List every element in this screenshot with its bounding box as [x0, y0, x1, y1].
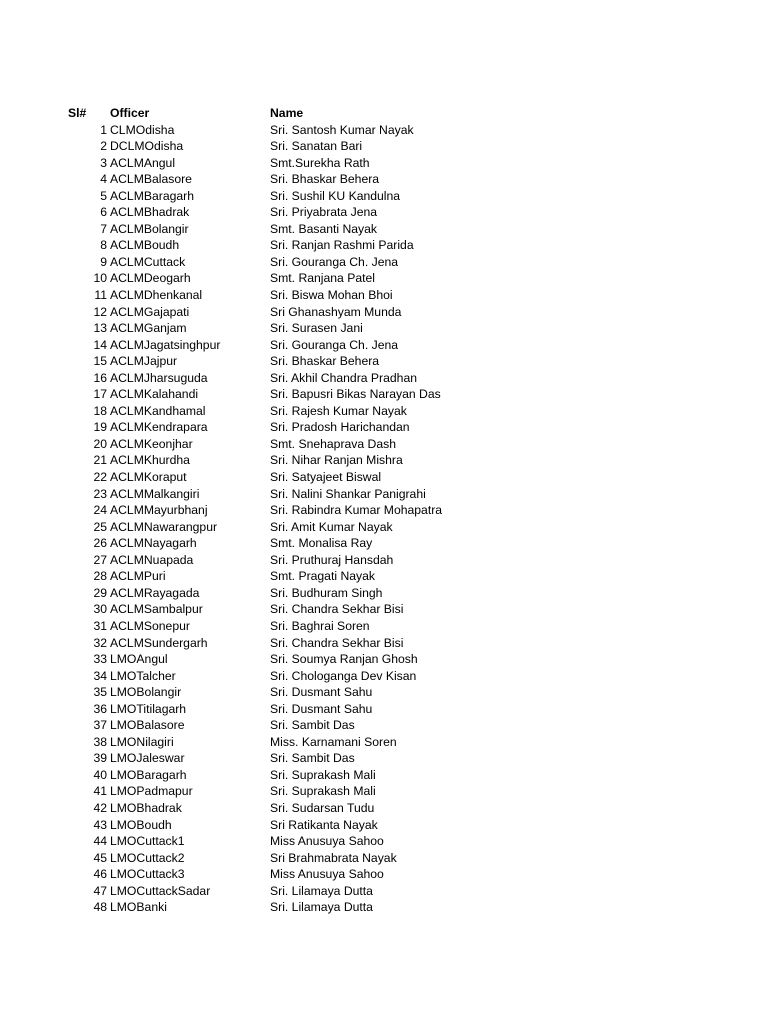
officer-cell: LMOCuttack3: [110, 867, 185, 882]
name-cell: Sri. Nihar Ranjan Mishra: [270, 453, 403, 468]
table-row: [0, 717, 768, 734]
table-row: [0, 452, 768, 469]
sl-cell: 31: [93, 618, 107, 633]
sl-cell: 12: [93, 304, 107, 319]
name-cell: Sri. Bapusri Bikas Narayan Das: [270, 387, 441, 402]
name-cell: Sri. Santosh Kumar Nayak: [270, 122, 414, 137]
name-cell: Sri. Rabindra Kumar Mohapatra: [270, 503, 443, 518]
officer-cell: ACLMMayurbhanj: [110, 503, 208, 518]
table-row: [0, 883, 768, 900]
officer-cell: LMOCuttack1: [110, 834, 185, 849]
officer-cell: ACLMCuttack: [110, 254, 186, 269]
sl-cell: 28: [93, 569, 107, 584]
officer-cell: LMOBhadrak: [110, 800, 182, 815]
officer-cell: ACLMRayagada: [110, 585, 200, 600]
table-row: [0, 519, 768, 536]
sl-cell: 43: [93, 817, 107, 832]
sl-cell: 38: [93, 734, 107, 749]
table-row: [0, 767, 768, 784]
table-row: [0, 171, 768, 188]
table-row: [0, 270, 768, 287]
officer-cell: LMOJaleswar: [110, 751, 185, 766]
officer-cell: ACLMSundergarh: [110, 635, 208, 650]
sl-cell: 9: [100, 254, 107, 269]
name-cell: Sri. Suprakash Mali: [270, 784, 376, 799]
table-row: [0, 502, 768, 519]
table-row: [0, 188, 768, 205]
name-cell: Sri. Budhuram Singh: [270, 585, 383, 600]
name-cell: Sri. Suprakash Mali: [270, 767, 376, 782]
sl-cell: 24: [93, 503, 107, 518]
table-row: [0, 568, 768, 585]
sl-cell: 19: [93, 420, 107, 435]
officer-cell: LMOAngul: [110, 652, 168, 667]
officer-cell: ACLMBoudh: [110, 238, 180, 253]
sl-cell: 2: [100, 139, 107, 154]
sl-cell: 14: [93, 337, 107, 352]
sl-cell: 37: [93, 718, 107, 733]
name-cell: Sri. Chandra Sekhar Bisi: [270, 602, 404, 617]
name-cell: Sri. Priyabrata Jena: [270, 205, 378, 220]
table-row: [0, 204, 768, 221]
sl-cell: 32: [93, 635, 107, 650]
name-cell: Sri. Sambit Das: [270, 718, 355, 733]
name-cell: Sri. Dusmant Sahu: [270, 685, 373, 700]
name-cell: Miss Anusuya Sahoo: [270, 834, 384, 849]
table-row: [0, 684, 768, 701]
name-cell: Sri Ratikanta Nayak: [270, 817, 378, 832]
name-cell: Smt. Basanti Nayak: [270, 221, 378, 236]
table-row: [0, 635, 768, 652]
name-cell: Sri. Lilamaya Dutta: [270, 900, 373, 915]
sl-cell: 40: [93, 767, 107, 782]
officer-cell: ACLMGanjam: [110, 321, 187, 336]
name-cell: Sri. Rajesh Kumar Nayak: [270, 403, 407, 418]
table-row: [0, 734, 768, 751]
table-row: [0, 899, 768, 916]
officer-cell: ACLMAngul: [110, 155, 176, 170]
table-row: [0, 585, 768, 602]
officer-cell: LMOBaragarh: [110, 767, 187, 782]
sl-cell: 3: [100, 155, 107, 170]
sl-cell: 34: [93, 668, 107, 683]
name-cell: Sri. Sudarsan Tudu: [270, 800, 375, 815]
table-row: [0, 386, 768, 403]
sl-cell: 47: [93, 883, 107, 898]
officer-cell: ACLMKhurdha: [110, 453, 190, 468]
name-cell: Sri. Ranjan Rashmi Parida: [270, 238, 414, 253]
name-cell: Sri. Sushil KU Kandulna: [270, 188, 401, 203]
table-row: [0, 370, 768, 387]
table-row: [0, 552, 768, 569]
name-cell: Miss Anusuya Sahoo: [270, 867, 384, 882]
name-cell: Sri. Sambit Das: [270, 751, 355, 766]
table-row: [0, 155, 768, 172]
sl-cell: 11: [94, 288, 107, 303]
officer-cell: CLMOdisha: [110, 122, 175, 137]
table-row: [0, 800, 768, 817]
officer-cell: LMONilagiri: [110, 734, 174, 749]
officer-cell: ACLMBhadrak: [110, 205, 190, 220]
name-cell: Smt. Monalisa Ray: [270, 536, 373, 551]
table-row: [0, 750, 768, 767]
name-cell: Sri. Biswa Mohan Bhoi: [270, 288, 393, 303]
table-row: [0, 237, 768, 254]
officer-cell: ACLMMalkangiri: [110, 486, 200, 501]
sl-cell: 6: [100, 205, 107, 220]
table-row: [0, 403, 768, 420]
officer-cell: LMOBolangir: [110, 685, 182, 700]
officer-cell: ACLMPuri: [110, 569, 166, 584]
officer-cell: LMOBalasore: [110, 718, 185, 733]
officer-cell: ACLMKandhamal: [110, 403, 206, 418]
officer-cell: ACLMKalahandi: [110, 387, 199, 402]
table-row: [0, 668, 768, 685]
name-cell: Sri. Sanatan Bari: [270, 139, 363, 154]
sl-cell: 20: [93, 436, 107, 451]
name-cell: Sri. Amit Kumar Nayak: [270, 519, 393, 534]
sl-cell: 35: [93, 685, 107, 700]
name-cell: Smt. Snehaprava Dash: [270, 436, 397, 451]
officer-cell: LMOTalcher: [110, 668, 176, 683]
name-cell: Sri. Lilamaya Dutta: [270, 883, 373, 898]
name-cell: Miss. Karnamani Soren: [270, 734, 397, 749]
name-cell: Sri. Gouranga Ch. Jena: [270, 337, 399, 352]
table-row: [0, 701, 768, 718]
officer-cell: ACLMNawarangpur: [110, 519, 218, 534]
name-cell: Sri. Gouranga Ch. Jena: [270, 254, 399, 269]
name-cell: Sri. Chandra Sekhar Bisi: [270, 635, 404, 650]
name-cell: Sri Brahmabrata Nayak: [270, 850, 397, 865]
table-row: [0, 254, 768, 271]
sl-cell: 21: [93, 453, 107, 468]
officer-cell: ACLMGajapati: [110, 304, 190, 319]
table-row: [0, 320, 768, 337]
name-cell: Smt.Surekha Rath: [270, 155, 370, 170]
table-row: [0, 436, 768, 453]
table-row: [0, 287, 768, 304]
officer-cell: ACLMJharsuguda: [110, 370, 208, 385]
table-row: [0, 221, 768, 238]
sl-cell: 15: [93, 354, 107, 369]
officer-cell: ACLMDhenkanal: [110, 288, 203, 303]
officer-cell: ACLMSonepur: [110, 618, 190, 633]
officer-cell: LMOPadmapur: [110, 784, 193, 799]
name-cell: Sri. Pradosh Harichandan: [270, 420, 410, 435]
sl-cell: 30: [93, 602, 107, 617]
officer-cell: ACLMBalasore: [110, 172, 192, 187]
table-row: [0, 783, 768, 800]
table-row: [0, 535, 768, 552]
sl-cell: 7: [100, 221, 107, 236]
officer-table: [0, 105, 768, 916]
sl-cell: 4: [100, 172, 107, 187]
officer-cell: LMOBoudh: [110, 817, 172, 832]
officer-cell: LMOCuttackSadar: [110, 883, 211, 898]
name-cell: Sri. Chologanga Dev Kisan: [270, 668, 417, 683]
name-cell: Sri. Baghrai Soren: [270, 618, 370, 633]
officer-cell: ACLMNayagarh: [110, 536, 197, 551]
table-row: [0, 304, 768, 321]
name-cell: Sri. Akhil Chandra Pradhan: [270, 370, 418, 385]
table-header: [0, 105, 768, 122]
sl-cell: 17: [93, 387, 107, 402]
header-sl: Sl#: [68, 106, 87, 120]
table-row: [0, 866, 768, 883]
officer-cell: ACLMKoraput: [110, 470, 187, 485]
officer-cell: ACLMDeogarh: [110, 271, 191, 286]
sl-cell: 26: [93, 536, 107, 551]
table-row: [0, 850, 768, 867]
officer-cell: ACLMBolangir: [110, 221, 189, 236]
officer-cell: ACLMKeonjhar: [110, 436, 193, 451]
sl-cell: 10: [93, 271, 107, 286]
officer-cell: LMOTitilagarh: [110, 701, 187, 716]
header-officer: Officer: [110, 106, 150, 120]
name-cell: Sri. Bhaskar Behera: [270, 172, 380, 187]
name-cell: Sri. Nalini Shankar Panigrahi: [270, 486, 426, 501]
sl-cell: 18: [93, 403, 107, 418]
table-row: [0, 419, 768, 436]
table-row: [0, 122, 768, 139]
officer-cell: ACLMSambalpur: [110, 602, 203, 617]
sl-cell: 27: [93, 552, 107, 567]
sl-cell: 46: [93, 867, 107, 882]
table-row: [0, 618, 768, 635]
sl-cell: 39: [93, 751, 107, 766]
sl-cell: 36: [93, 701, 107, 716]
name-cell: Sri. Satyajeet Biswal: [270, 470, 382, 485]
sl-cell: 33: [93, 652, 107, 667]
sl-cell: 42: [93, 800, 107, 815]
officer-cell: ACLMKendrapara: [110, 420, 208, 435]
table-body: [0, 122, 768, 916]
sl-cell: 45: [93, 850, 107, 865]
name-cell: Sri Ghanashyam Munda: [270, 304, 402, 319]
header-name: Name: [270, 106, 304, 120]
name-cell: Sri. Surasen Jani: [270, 321, 363, 336]
table-row: [0, 601, 768, 618]
table-row: [0, 833, 768, 850]
sl-cell: 5: [100, 188, 107, 203]
name-cell: Smt. Pragati Nayak: [270, 569, 375, 584]
officer-cell: ACLMJagatsinghpur: [110, 337, 221, 352]
sl-cell: 41: [93, 784, 107, 799]
officer-cell: ACLMJajpur: [110, 354, 178, 369]
sl-cell: 8: [100, 238, 107, 253]
table-row: [0, 817, 768, 834]
name-cell: Smt. Ranjana Patel: [270, 271, 376, 286]
officer-cell: DCLMOdisha: [110, 139, 184, 154]
sl-cell: 25: [93, 519, 107, 534]
name-cell: Sri. Bhaskar Behera: [270, 354, 380, 369]
officer-cell: LMOBanki: [110, 900, 167, 915]
officer-cell: ACLMBaragarh: [110, 188, 194, 203]
table-row: [0, 469, 768, 486]
sl-cell: 1: [100, 122, 107, 137]
name-cell: Sri. Pruthuraj Hansdah: [270, 552, 394, 567]
sl-cell: 22: [93, 470, 107, 485]
table-row: [0, 651, 768, 668]
name-cell: Sri. Soumya Ranjan Ghosh: [270, 652, 418, 667]
table-row: [0, 138, 768, 155]
officer-cell: LMOCuttack2: [110, 850, 185, 865]
sl-cell: 48: [93, 900, 107, 915]
sl-cell: 16: [93, 370, 107, 385]
table-row: [0, 353, 768, 370]
sl-cell: 23: [93, 486, 107, 501]
table-row: [0, 337, 768, 354]
name-cell: Sri. Dusmant Sahu: [270, 701, 373, 716]
sl-cell: 44: [93, 834, 107, 849]
table-row: [0, 486, 768, 503]
sl-cell: 29: [93, 585, 107, 600]
officer-cell: ACLMNuapada: [110, 552, 194, 567]
sl-cell: 13: [93, 321, 107, 336]
